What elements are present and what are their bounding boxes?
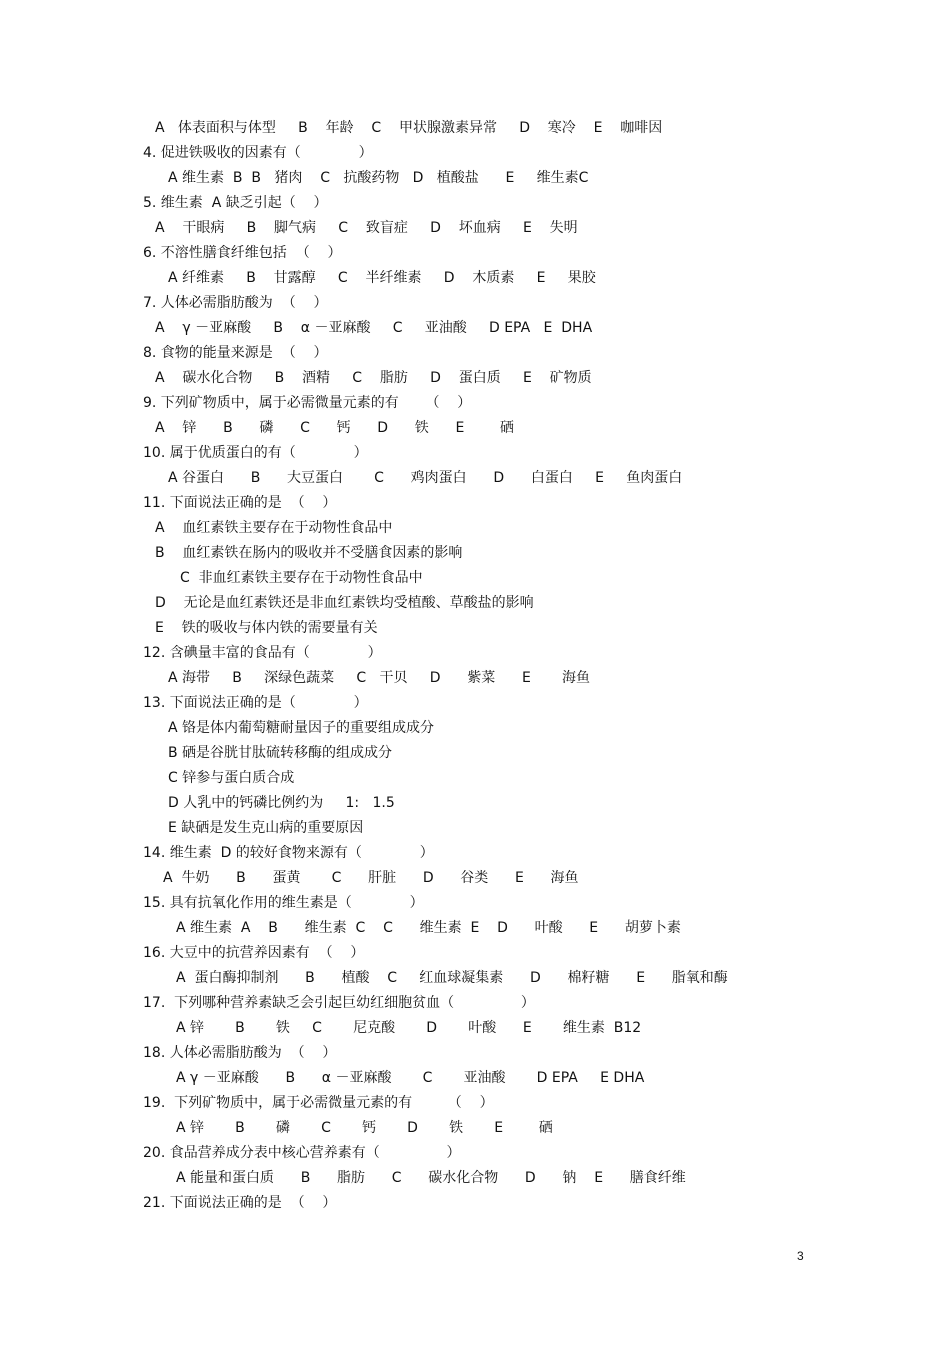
question-line: 12. 含碘量丰富的食品有（ ） xyxy=(143,645,382,661)
question-line: 4. 促进铁吸收的因素有（ ） xyxy=(143,145,373,161)
option-line: A γ －亚麻酸 B α －亚麻酸 C 亚油酸 D EPA E DHA xyxy=(155,320,593,336)
option-line: B 血红素铁在肠内的吸收并不受膳食因素的影响 xyxy=(155,545,463,561)
option-line: A 谷蛋白 B 大豆蛋白 C 鸡肉蛋白 D 白蛋白 E 鱼肉蛋白 xyxy=(168,470,683,486)
option-line: D 无论是血红素铁还是非血红素铁均受植酸、草酸盐的影响 xyxy=(155,595,534,611)
option-line: A 锌 B 磷 C 钙 D 铁 E 硒 xyxy=(155,420,514,436)
page-number: 3 xyxy=(797,1249,804,1263)
option-line: A 牛奶 B 蛋黄 C 肝脏 D 谷类 E 海鱼 xyxy=(163,870,579,886)
option-line: A 纤维素 B 甘露醇 C 半纤维素 D 木质素 E 果胶 xyxy=(168,270,596,286)
question-line: 8. 食物的能量来源是 （ ） xyxy=(143,345,328,361)
question-line: 18. 人体必需脂肪酸为 （ ） xyxy=(143,1045,337,1061)
option-line: A 能量和蛋白质 B 脂肪 C 碳水化合物 D 钠 E 膳食纤维 xyxy=(176,1170,686,1186)
option-line: C 锌参与蛋白质合成 xyxy=(168,770,295,786)
option-line: A 铬是体内葡萄糖耐量因子的重要组成成分 xyxy=(168,720,435,736)
question-line: 7. 人体必需脂肪酸为 （ ） xyxy=(143,295,328,311)
question-line: 13. 下面说法正确的是（ ） xyxy=(143,695,368,711)
question-line: 9. 下列矿物质中，属于必需微量元素的有 （ ） xyxy=(143,395,472,411)
question-line: 21. 下面说法正确的是 （ ） xyxy=(143,1195,337,1211)
option-line: A 碳水化合物 B 酒精 C 脂肪 D 蛋白质 E 矿物质 xyxy=(155,370,592,386)
question-line: 14. 维生素 D 的较好食物来源有（ ） xyxy=(143,845,434,861)
question-line: 15. 具有抗氧化作用的维生素是（ ） xyxy=(143,895,424,911)
option-line: C 非血红素铁主要存在于动物性食品中 xyxy=(180,570,423,586)
option-line: E 铁的吸收与体内铁的需要量有关 xyxy=(155,620,378,636)
question-line: 10. 属于优质蛋白的有（ ） xyxy=(143,445,368,461)
option-line: A 锌 B 磷 C 钙 D 铁 E 硒 xyxy=(176,1120,553,1136)
option-line: A 海带 B 深绿色蔬菜 C 干贝 D 紫菜 E 海鱼 xyxy=(168,670,590,686)
option-line: A γ －亚麻酸 B α －亚麻酸 C 亚油酸 D EPA E DHA xyxy=(176,1070,645,1086)
option-line: A 维生素 B B 猪肉 C 抗酸药物 D 植酸盐 E 维生素C xyxy=(168,170,589,186)
question-line: 11. 下面说法正确的是 （ ） xyxy=(143,495,337,511)
option-line: A 干眼病 B 脚气病 C 致盲症 D 坏血病 E 失明 xyxy=(155,220,578,236)
option-line: D 人乳中的钙磷比例约为 1: 1.5 xyxy=(168,795,395,811)
question-line: 5. 维生素 A 缺乏引起（ ） xyxy=(143,195,328,211)
question-line: 20. 食品营养成分表中核心营养素有（ ） xyxy=(143,1145,461,1161)
question-line: 17. 下列哪种营养素缺乏会引起巨幼红细胞贫血（ ） xyxy=(143,995,535,1011)
option-line: E 缺硒是发生克山病的重要原因 xyxy=(168,820,364,836)
option-line: A 血红素铁主要存在于动物性食品中 xyxy=(155,520,393,536)
question-line: 16. 大豆中的抗营养因素有 （ ） xyxy=(143,945,365,961)
option-line: A 蛋白酶抑制剂 B 植酸 C 红血球凝集素 D 棉籽糖 E 脂氧和酶 xyxy=(176,970,728,986)
option-line: A 锌 B 铁 C 尼克酸 D 叶酸 E 维生素 B12 xyxy=(176,1020,642,1036)
option-line: B 硒是谷胱甘肽硫转移酶的组成成分 xyxy=(168,745,393,761)
question-line: 6. 不溶性膳食纤维包括 （ ） xyxy=(143,245,342,261)
question-line: 19. 下列矿物质中，属于必需微量元素的有 （ ） xyxy=(143,1095,494,1111)
option-line: A 体表面积与体型 B 年龄 C 甲状腺激素异常 D 寒冷 E 咖啡因 xyxy=(155,120,663,136)
option-line: A 维生素 A B 维生素 C C 维生素 E D 叶酸 E 胡萝卜素 xyxy=(176,920,681,936)
